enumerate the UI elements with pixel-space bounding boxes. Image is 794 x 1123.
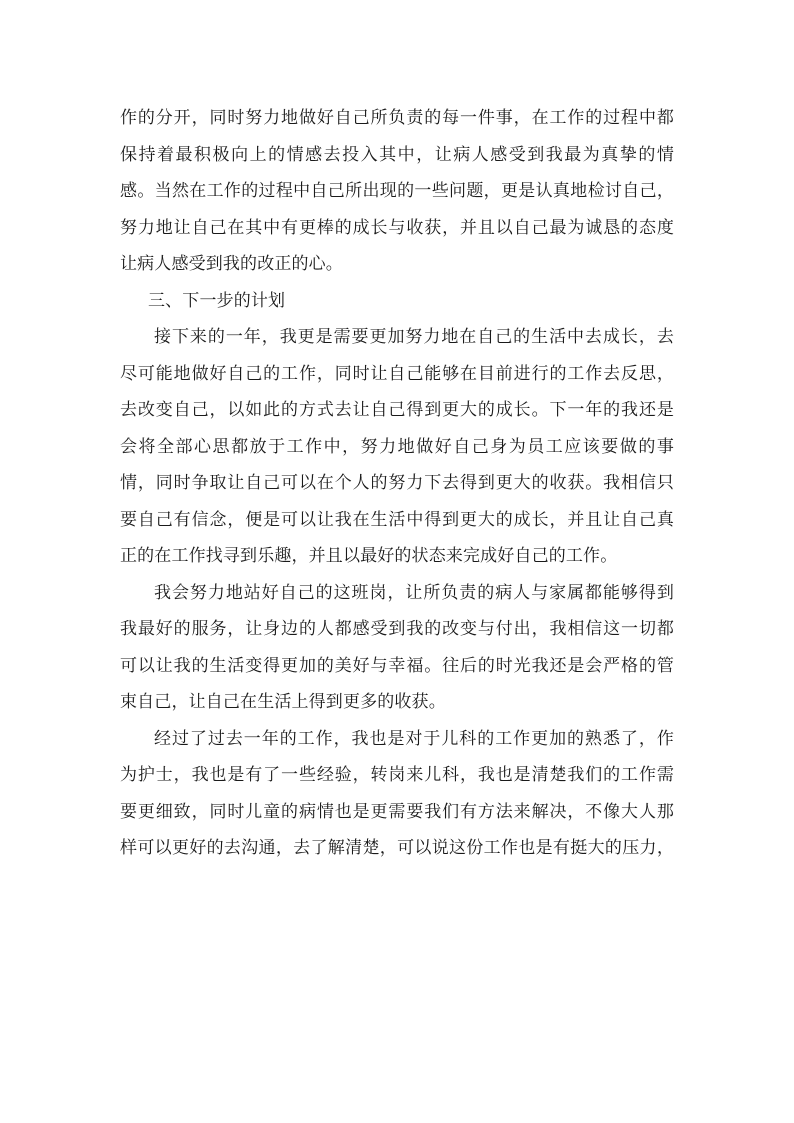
- text-line: 努力地让自己在其中有更棒的成长与收获，并且以自己最为诚恳的态度: [120, 217, 674, 238]
- text-line: 保持着最积极向上的情感去投入其中，让病人感受到我最为真挚的情: [120, 144, 674, 165]
- document-body: [120, 100, 674, 867]
- text-line: 作的分开，同时努力地做好自己所负责的每一件事，在工作的过程中都: [120, 108, 674, 128]
- text-line: 让病人感受到我的改正的心。: [120, 254, 343, 274]
- paragraph-pediatrics-experience: [120, 721, 674, 867]
- text-line: 感。当然在工作的过程中自己所出现的一些问题，更是认真地检讨自己，: [120, 181, 674, 201]
- text-line: 接下来的一年，我更是需要更加努力地在自己的生活中去成长，去: [154, 327, 674, 347]
- text-line: 正的在工作找寻到乐趣，并且以最好的状态来完成好自己的工作。: [120, 546, 618, 566]
- text-line: 要自己有信念，便是可以让我在生活中得到更大的成长，并且让自己真: [120, 509, 674, 530]
- text-line: 为护士，我也是有了一些经验，转岗来儿科，我也是清楚我们的工作需: [120, 765, 674, 785]
- paragraph-stand-post: [120, 575, 674, 721]
- text-line: 会将全部心思都放于工作中，努力地做好自己身为员工应该要做的事: [120, 436, 674, 457]
- paragraph-continued: [120, 100, 674, 283]
- text-line: 可以让我的生活变得更加的美好与幸福。往后的时光我还是会严格的管: [120, 655, 674, 676]
- text-line: 束自己，让自己在生活上得到更多的收获。: [120, 692, 446, 712]
- paragraph-next-year-plan: [120, 319, 674, 575]
- text-line: 尽可能地做好自己的工作，同时让自己能够在目前进行的工作去反思，: [120, 363, 674, 384]
- text-line: 样可以更好的去沟通，去了解清楚，可以说这份工作也是有挺大的压力，: [120, 838, 674, 858]
- text-line: 经过了过去一年的工作，我也是对于儿科的工作更加的熟悉了，作: [154, 728, 674, 749]
- text-line: 要更细致，同时儿童的病情也是更需要我们有方法来解决，不像大人那: [120, 801, 674, 822]
- text-line: 我最好的服务，让身边的人都感受到我的改变与付出，我相信这一切都: [120, 619, 674, 639]
- section-heading: 三、下一步的计划: [148, 290, 286, 311]
- text-line: 情，同时争取让自己可以在个人的努力下去得到更大的收获。我相信只: [120, 473, 674, 493]
- text-line: 我会努力地站好自己的这班岗，让所负责的病人与家属都能够得到: [154, 582, 674, 603]
- text-line: 去改变自己，以如此的方式去让自己得到更大的成长。下一年的我还是: [120, 400, 674, 420]
